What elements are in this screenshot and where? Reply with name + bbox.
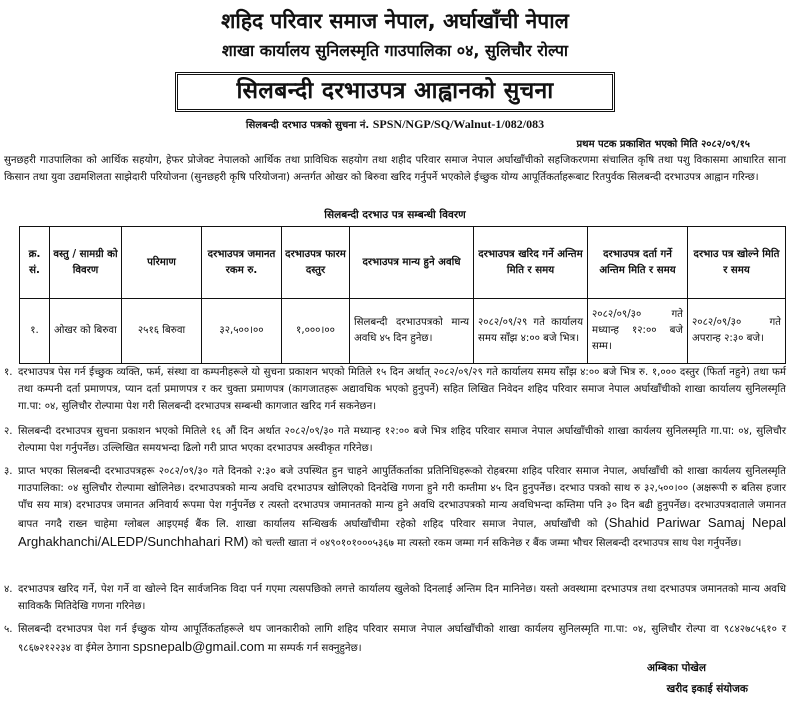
condition-number: ५. bbox=[4, 624, 13, 635]
condition-number: २. bbox=[4, 426, 13, 437]
condition-text bbox=[4, 621, 786, 657]
cell-form-fee: १,०००।०० bbox=[282, 299, 350, 364]
table-caption: सिलबन्दी दरभाउ पत्र सम्बन्धी विवरण bbox=[324, 209, 466, 221]
condition-text: सिलबन्दी दरभाउपत्र सुचना प्रकाशन भएको मितिले १६ औं दिन अर्थात २०८२/०९/३० गते मध्यान्ह १२:०० बजे भित्र शहिद परिवार समाज नेपाल अर्घाखाँचीको शाखा कार्यलय सुनिलस्मृति गा.पा: ०४, सुलिचौर रोल्पामा पेश गर्नुपर्नेछ। उल्लिखित समयभन्दा ढिलो गरी प्राप्त भएका दरभाउपत्र अस्वीकृत गरिनेछ। bbox=[18, 426, 786, 454]
condition-text-part: प्राप्त भएका सिलबन्दी दरभाउपत्रहरू २०८२/०९/३० गते दिनको २:३० बजे उपस्थित हुन चाहने आपुर्तिकर्ताका प्रतिनिधिहरूको रोहबरमा शहिद परिवार समाज नेपाल, अर्घाखाँची को शाखा कार्यलय सुनिलस्मृति गाउपालिका: ०४ सुलिचौर रोल्पामा खोलिनेछ। दरभाउपत्रको मान्य अवधि दरभाउपत्र खोलिएको दिनदेखि गणना हुने गरी कम्तीमा ४५ दिन हुनुपर्नेछ। दरभाउ पत्रको साथ रु ३२,५००।०० (अक्षरूपी रु बतिस हजार पाँच सय मात्र) दरभाउपत्र जमानत अनिवार्य रूपमा पेश गर्नुपर्नेछ र त्यस्तो दरभाउपत्र जमानतको मान्य हुने अवधि दरभाउपत्रको मान्य अवधिभन्दा कम्तिमा पनि ३० दिन बढी हुनुपर्नेछ। दरभाउपत्रदाताले जमानत बापत नगदै राख्न चाहेमा ग्लोबल आइएमई बैंक लि. शाखा कार्यालय सन्धिखर्क अर्घाखाँचीमा रहेको शहिद परिवार समाज नेपाल, अर्घाखाँची को bbox=[18, 466, 786, 530]
reference-number: SPSN/NGP/SQ/Walnut-1/082/083 bbox=[372, 117, 545, 131]
condition-text: दरभाउपत्र खरिद गर्ने, पेश गर्ने वा खोल्ने दिन सार्वजनिक विदा पर्न गएमा त्यसपछिको लगत्ते कार्यालय खुलेको दिनलाई अन्तिम दिन मानिनेछ। यस्तो अवस्थामा दरभाउपत्र तथा दरभाउपत्र जमानतको मान्य अवधि साविककै मितिदेखि गणना गरिनेछ। bbox=[18, 584, 786, 612]
condition-item bbox=[4, 364, 786, 415]
col-header-serial: क्र. सं. bbox=[20, 227, 50, 299]
condition-number: ३. bbox=[4, 466, 13, 477]
condition-text-part: सिलबन्दी दरभाउपत्र पेश गर्न ईच्छुक योग्य आपूर्तिकर्ताहरूले थप जानकारीको लागि शहिद परिवार समाज नेपाल अर्घाखाँचीको शाखा कार्यलय सुनिलस्मृति गा.पा: ०४, सुलिचौर रोल्पा वा ९८४२७८५६१० र ९८६७२१२२३४ वा ईमेल ठेगाना bbox=[18, 624, 786, 654]
bid-details-table bbox=[19, 226, 786, 364]
notice-banner-title: सिलबन्दी दरभाउपत्र आह्वानको सुचना bbox=[175, 72, 615, 112]
publish-date: प्रथम पटक प्रकाशित भएको मिति २०८२/०९/१५ bbox=[576, 139, 750, 150]
account-name-latin: (Shahid Pariwar Samaj Nepal Arghakhanchi/ALEDP/Sunchhahari RM) bbox=[18, 515, 786, 549]
condition-item bbox=[4, 621, 786, 657]
condition-item bbox=[4, 463, 786, 552]
signatory-name: अम्बिका पोखेल bbox=[647, 662, 706, 674]
col-header-security-amount: दरभाउपत्र जमानत रकम रु. bbox=[202, 227, 282, 299]
cell-serial: १. bbox=[20, 299, 50, 364]
col-header-opening-date: दरभाउ पत्र खोल्ने मिति र समय bbox=[688, 227, 786, 299]
table-row bbox=[20, 299, 786, 364]
condition-item bbox=[4, 581, 786, 615]
office-address: शाखा कार्यालय सुनिलस्मृति गाउपालिका ०४, सुलिचौर रोल्पा bbox=[221, 41, 569, 60]
condition-text-part: को चल्ती खाता नं ०४९०१०१०००५३६७ मा त्यस्तो रकम जम्मा गर्न सकिनेछ र बैंक जम्मा भौचर सिलबन्दी दरभाउपत्र साथ पेश गर्नुपर्नेछ। bbox=[251, 538, 742, 549]
cell-validity: सिलबन्दी दरभाउपत्रको मान्य अवधि ४५ दिन हुनेछ। bbox=[350, 299, 474, 364]
cell-quantity: २५१६ बिरुवा bbox=[122, 299, 202, 364]
condition-item bbox=[4, 423, 786, 457]
col-header-form-fee: दरभाउपत्र फारम दस्तुर bbox=[282, 227, 350, 299]
reference-label: सिलबन्दी दरभाउ पत्रको सुचना नं. bbox=[245, 120, 370, 131]
cell-security-amount: ३२,५००।०० bbox=[202, 299, 282, 364]
condition-number: ४. bbox=[4, 584, 13, 595]
notice-reference-line bbox=[0, 117, 790, 133]
condition-text-part: मा सम्पर्क गर्न सक्नुहुनेछ। bbox=[267, 643, 362, 654]
col-header-submission-deadline: दरभाउपत्र दर्ता गर्ने अन्तिम मिति र समय bbox=[588, 227, 688, 299]
col-header-validity: दरभाउपत्र मान्य हुने अवधि bbox=[350, 227, 474, 299]
condition-number: १. bbox=[4, 367, 13, 378]
condition-text bbox=[4, 463, 786, 552]
cell-item: ओखर को बिरुवा bbox=[50, 299, 122, 364]
col-header-purchase-deadline: दरभाउपत्र खरिद गर्ने अन्तिम मिति र समय bbox=[474, 227, 588, 299]
table-header-row bbox=[20, 227, 786, 299]
signatory-title: खरीद इकाई संयोजक bbox=[666, 683, 748, 695]
cell-purchase-deadline: २०८२/०९/२९ गते कार्यालय समय साँझ ४:०० बजे भित्र। bbox=[474, 299, 588, 364]
intro-paragraph: सुनछहरी गाउपालिका को आर्थिक सहयोग, हेफर प्रोजेक्ट नेपालको आर्थिक तथा प्राविधिक सहयोग तथा शहीद परिवार समाज नेपाल अर्घाखाँचीको सहजिकरणमा संचालित कृषि तथा पशु विकासमा आधारित साना किसान तथा युवा उद्यमशिलता साझेदारी परियोजना (सुनछहरी कृषि परियोजना) अन्तर्गत ओखर को बिरुवा खरिद गर्नुपर्ने भएकोले ईच्छुक योग्य आपूर्तिकर्ताहरूबाट रितपुर्वक सिलबन्दी दरभाउपत्र आह्वान गरिन्छ। bbox=[4, 155, 786, 183]
cell-opening-date: २०८२/०९/३० गते अपरान्ह २:३० बजे। bbox=[688, 299, 786, 364]
col-header-quantity: परिमाण bbox=[122, 227, 202, 299]
col-header-item: वस्तु / सामग्री को विवरण bbox=[50, 227, 122, 299]
contact-email: spsnepalb@gmail.com bbox=[132, 639, 265, 654]
condition-text: दरभाउपत्र पेस गर्न ईच्छुक व्यक्ति, फर्म, संस्था वा कम्पनीहरूले यो सुचना प्रकाशन भएको मितिले १५ दिन अर्थात् २०८२/०९/२९ गते कार्यालय समय साँझ ४:०० बजे भित्र रु. १,००० दस्तुर (फिर्ता नहुने) तथा फर्म तथा कम्पनी दर्ता प्रमाणपत्र, प्यान दर्ता प्रमाणपत्र र कर चुक्ता प्रमाणपत्र (कागजातहरू अद्यावधिक भएको हुनुपर्ने) सहित लिखित निवेदन शहिद परिवार समाज नेपाल अर्घाखाँचीको शाखा कार्यालय सुनिलस्मृति गा.पा: ०४, सुलिचौर रोल्पामा पेश गरी सिलबन्दी दरभाउपत्र सम्बन्धी कागजात खरिद गर्न सकनेछन। bbox=[18, 367, 786, 412]
cell-submission-deadline: २०८२/०९/३० गते मध्यान्ह १२:०० बजे सम्म। bbox=[588, 299, 688, 364]
organization-title: शहिद परिवार समाज नेपाल, अर्घाखाँची नेपाल bbox=[221, 9, 569, 33]
